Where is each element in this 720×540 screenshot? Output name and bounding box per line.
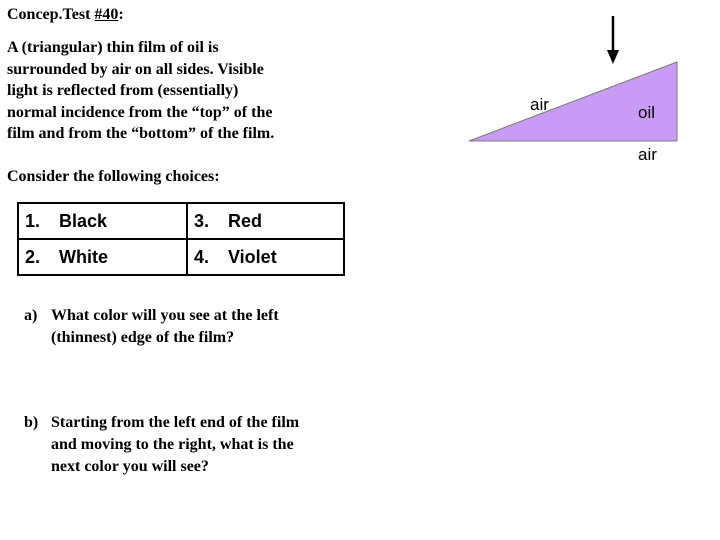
choice-number: 3. (194, 210, 210, 231)
consider-heading: Consider the following choices: (7, 168, 220, 185)
intro-line: normal incidence from the “top” of the (7, 103, 273, 121)
question-a (24, 305, 279, 349)
choice-cell (18, 239, 187, 275)
question-line: (thinnest) edge of the film? (51, 329, 235, 346)
choice-label: Black (59, 210, 108, 231)
title-suffix: : (118, 6, 124, 23)
question-line: and moving to the right, what is the (51, 436, 294, 453)
question-line: What color will you see at the left (51, 307, 279, 324)
question-label: a) (24, 307, 38, 324)
question-label: b) (24, 414, 39, 431)
down-arrow-icon (607, 16, 619, 64)
choice-number: 2. (25, 246, 41, 267)
choice-cell (187, 203, 344, 239)
question-line: next color you will see? (51, 458, 209, 475)
question-text (51, 412, 299, 478)
intro-line: film and from the “bottom” of the film. (7, 125, 275, 142)
intro-line: light is reflected from (essentially) (7, 82, 239, 99)
choice-label: White (59, 246, 108, 267)
choice-cell (18, 203, 187, 239)
choice-label: Red (228, 210, 263, 231)
title-prefix: Concep.Test (7, 6, 95, 23)
title-number: #40 (94, 6, 119, 23)
choice-label: Violet (228, 246, 277, 267)
air-bottom-label: air (638, 145, 657, 164)
choice-number: 4. (194, 246, 210, 267)
choice-number: 1. (25, 210, 41, 231)
table-row (18, 203, 344, 239)
choice-cell (187, 239, 344, 275)
choices-table (17, 202, 345, 276)
oil-film-triangle (469, 62, 677, 141)
intro-line: surrounded by air on all sides. Visible (7, 60, 264, 78)
question-b (24, 412, 299, 478)
oil-label: oil (638, 103, 656, 122)
intro-line: A (triangular) thin film of oil is (7, 39, 219, 56)
question-text (51, 305, 279, 349)
air-top-label: air (530, 95, 549, 114)
question-line: Starting from the left end of the film (51, 414, 300, 431)
table-row (18, 239, 344, 275)
